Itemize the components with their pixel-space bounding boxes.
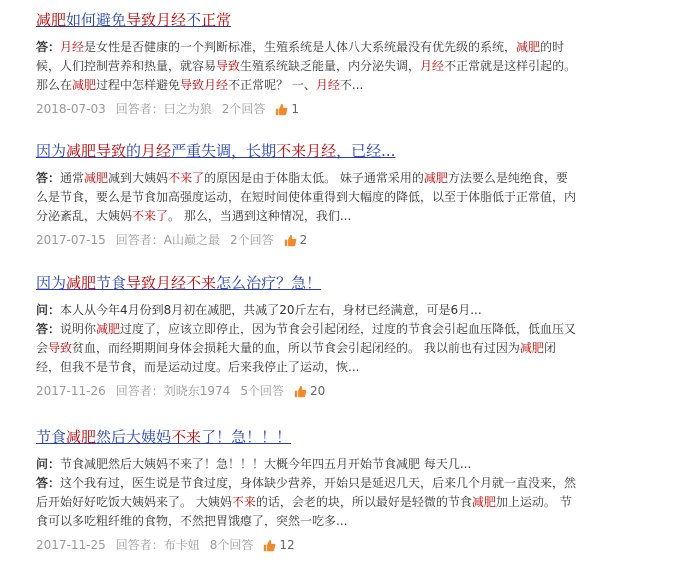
snippet-line [36, 455, 656, 474]
snippet-highlight: 减肥 [516, 40, 541, 54]
snippet-highlight: 减肥 [471, 495, 496, 509]
title-highlight: 月经 [141, 142, 172, 160]
title-text: 怎么治疗？急！ [216, 274, 322, 292]
thumbs-up-icon [263, 539, 276, 552]
snippet-text: 节食减肥然后大姨妈不来了！急！！！大概今年四五月开始节食减肥 每天几... [60, 457, 472, 471]
snippet-text: 的时 [540, 40, 565, 54]
like-button[interactable] [284, 231, 308, 249]
title-text: 节食 [36, 428, 67, 446]
result-snippet [36, 38, 656, 95]
snippet-highlight: 不来了 [132, 209, 169, 223]
title-highlight: 导致月经不来 [126, 274, 217, 292]
snippet-text: 食可以多吃粗纤维的食物，不然把胃饿瘪了，突然一吃多... [36, 514, 348, 528]
snippet-text: 不... [339, 78, 364, 92]
title-text: 节食 [96, 274, 127, 292]
snippet-text: 么是节食，要么是节食加高强度运动，在短时间使体重得到大幅度的降低，以至于体脂低于正常值，内 [36, 190, 577, 204]
title-text: 不 [186, 11, 202, 29]
answerer-label: 回答者： [115, 233, 164, 247]
result-meta [36, 536, 656, 554]
title-highlight: 正常 [201, 11, 232, 29]
title-text: 严重失调，长期 [171, 142, 277, 160]
answer-count[interactable]: 2个回答 [221, 102, 266, 116]
snippet-prefix: 答： [36, 476, 61, 490]
answerer-link[interactable]: 布卡妞 [163, 538, 200, 552]
snippet-text: 的原因是由于体脂太低。 妹子通常采用的 [204, 171, 424, 185]
title-highlight: 不来月经 [276, 142, 337, 160]
title-text: 的 [126, 142, 142, 160]
snippet-highlight: 月经 [420, 59, 445, 73]
like-button[interactable] [263, 536, 294, 554]
thumbs-up-icon [284, 234, 297, 247]
thumbs-up-icon [294, 385, 307, 398]
thumbs-up-icon [275, 103, 288, 116]
result-title-link[interactable] [36, 10, 231, 30]
result-title-link[interactable] [36, 427, 291, 447]
search-result [36, 273, 656, 400]
title-highlight: 减肥 [66, 274, 97, 292]
snippet-text: 生殖系统缺乏能量，内分泌失调， [240, 59, 421, 73]
title-text: 了！急！！！ [201, 428, 292, 446]
search-result [36, 427, 656, 554]
snippet-line [36, 38, 656, 57]
answerer-link[interactable]: 刘晓东1974 [163, 384, 231, 398]
snippet-highlight: 月经 [60, 40, 85, 54]
snippet-highlight: 减肥 [519, 341, 544, 355]
snippet-text: 候，人们控制营养和热量，就容易 [36, 59, 217, 73]
like-count: 1 [291, 102, 300, 116]
snippet-prefix: 问： [36, 303, 61, 317]
search-result [36, 141, 656, 249]
like-count: 2 [299, 233, 308, 247]
like-button[interactable] [294, 382, 325, 400]
like-count: 20 [309, 384, 326, 398]
result-meta [36, 382, 656, 400]
snippet-highlight: 减肥 [96, 322, 121, 336]
title-highlight: 导致月经 [126, 11, 187, 29]
snippet-line [36, 207, 656, 226]
result-date: 2017-11-26 [36, 384, 106, 398]
snippet-highlight: 导致 [216, 59, 241, 73]
snippet-line [36, 512, 656, 531]
snippet-text: 会 [36, 341, 49, 355]
title-text: 因为 [36, 274, 67, 292]
result-date: 2017-11-25 [36, 538, 106, 552]
snippet-prefix: 答： [36, 40, 61, 54]
result-snippet [36, 301, 656, 377]
answerer-link[interactable]: 曰之为狼 [163, 102, 212, 116]
snippet-line [36, 301, 656, 320]
result-date: 2017-07-15 [36, 233, 106, 247]
snippet-highlight: 不来 [231, 495, 256, 509]
snippet-text: 那么在 [36, 78, 73, 92]
result-title-link[interactable] [36, 273, 321, 293]
snippet-line [36, 493, 656, 512]
snippet-highlight: 月经 [315, 78, 340, 92]
result-snippet [36, 455, 656, 531]
answer-count[interactable]: 5个回答 [240, 384, 284, 398]
result-meta [36, 231, 656, 249]
snippet-text: 说明你 [60, 322, 97, 336]
snippet-text: 方法要么是纯绝食，要 [447, 171, 568, 185]
answerer-link[interactable]: A山巅之最 [163, 233, 220, 247]
snippet-text: 这个我有过，医生说是节食过度，身体缺少营养，开始只是延迟几天，后来几个月就一直没来，然 [60, 476, 577, 490]
snippet-text: 闭 [543, 341, 556, 355]
snippet-text: 后开始好好吃饭大姨妈来了。 大姨妈 [36, 495, 232, 509]
snippet-text: 过程中怎样避免 [96, 78, 181, 92]
snippet-text: 贫血，而经期期间身体会损耗大量的血，所以节食会引起闭经的。 我以前也有过因为 [72, 341, 520, 355]
snippet-highlight: 导致月经 [180, 78, 229, 92]
snippet-line [36, 57, 656, 76]
snippet-line [36, 320, 656, 339]
snippet-line [36, 76, 656, 95]
snippet-highlight: 减肥 [72, 78, 97, 92]
snippet-line [36, 339, 656, 358]
snippet-text: 过度了，应该立即停止，因为节食会引起闭经，过度的节食会引起血压降低，低血压又 [120, 322, 577, 336]
answerer-info [116, 382, 231, 400]
answer-count[interactable]: 2个回答 [229, 233, 274, 247]
title-text: 如何避免 [66, 11, 127, 29]
title-highlight: 减肥 [36, 11, 67, 29]
result-date: 2018-07-03 [36, 102, 106, 116]
answerer-info [116, 100, 212, 118]
answerer-info [116, 231, 220, 249]
title-text: ，已经... [336, 142, 396, 160]
snippet-text: 不 [228, 78, 241, 92]
result-title-link[interactable] [36, 141, 395, 161]
snippet-line [36, 474, 656, 493]
snippet-highlight: 导致 [48, 341, 73, 355]
snippet-text: 。 那么，当遇到这种情况，我们... [168, 209, 352, 223]
snippet-highlight: 减肥 [423, 171, 448, 185]
title-highlight: 减肥 [66, 428, 97, 446]
snippet-prefix: 问： [36, 457, 61, 471]
snippet-text: 是女性是否健康的一个判断标准，生殖系统是人体八大系统最没有优先级的系统， [84, 40, 517, 54]
answer-count[interactable]: 8个回答 [209, 538, 254, 552]
snippet-line [36, 358, 656, 377]
result-meta [36, 100, 656, 118]
snippet-text: 的话，会老的块，所以最好是轻微的节食 [255, 495, 472, 509]
snippet-text: 不 [444, 59, 457, 73]
title-highlight: 不来 [171, 428, 202, 446]
snippet-text: 本人从今年4月份到8月初在减肥，共减了20斤左右，身材已经满意，可是6月... [60, 303, 482, 317]
title-text: 因为 [36, 142, 67, 160]
answerer-info [116, 536, 200, 554]
snippet-text: 通常 [60, 171, 85, 185]
snippet-text: 分泌紊乱，大姨妈 [36, 209, 133, 223]
like-count: 12 [279, 538, 295, 552]
snippet-text: 加上运动。 节 [495, 495, 572, 509]
snippet-text: 减到大姨妈 [108, 171, 169, 185]
title-text: 然后大姨妈 [96, 428, 172, 446]
snippet-text: 经，但我不是节食，而是运动过度。后来我停止了运动，恢... [36, 360, 360, 374]
snippet-highlight: 减肥 [84, 171, 109, 185]
snippet-prefix: 答： [36, 171, 61, 185]
like-button[interactable] [275, 100, 299, 118]
answerer-label: 回答者： [115, 102, 164, 116]
snippet-text: 正常就是这样引起的。 [456, 59, 577, 73]
title-highlight: 减肥导致 [66, 142, 127, 160]
search-result [36, 10, 656, 118]
snippet-highlight: 不来了 [168, 171, 205, 185]
snippet-prefix: 答： [36, 322, 61, 336]
result-snippet [36, 169, 656, 226]
snippet-line [36, 169, 656, 188]
snippet-line [36, 188, 656, 207]
answerer-label: 回答者： [115, 384, 164, 398]
answerer-label: 回答者： [115, 538, 164, 552]
snippet-text: 正常呢？ 一、 [240, 78, 316, 92]
